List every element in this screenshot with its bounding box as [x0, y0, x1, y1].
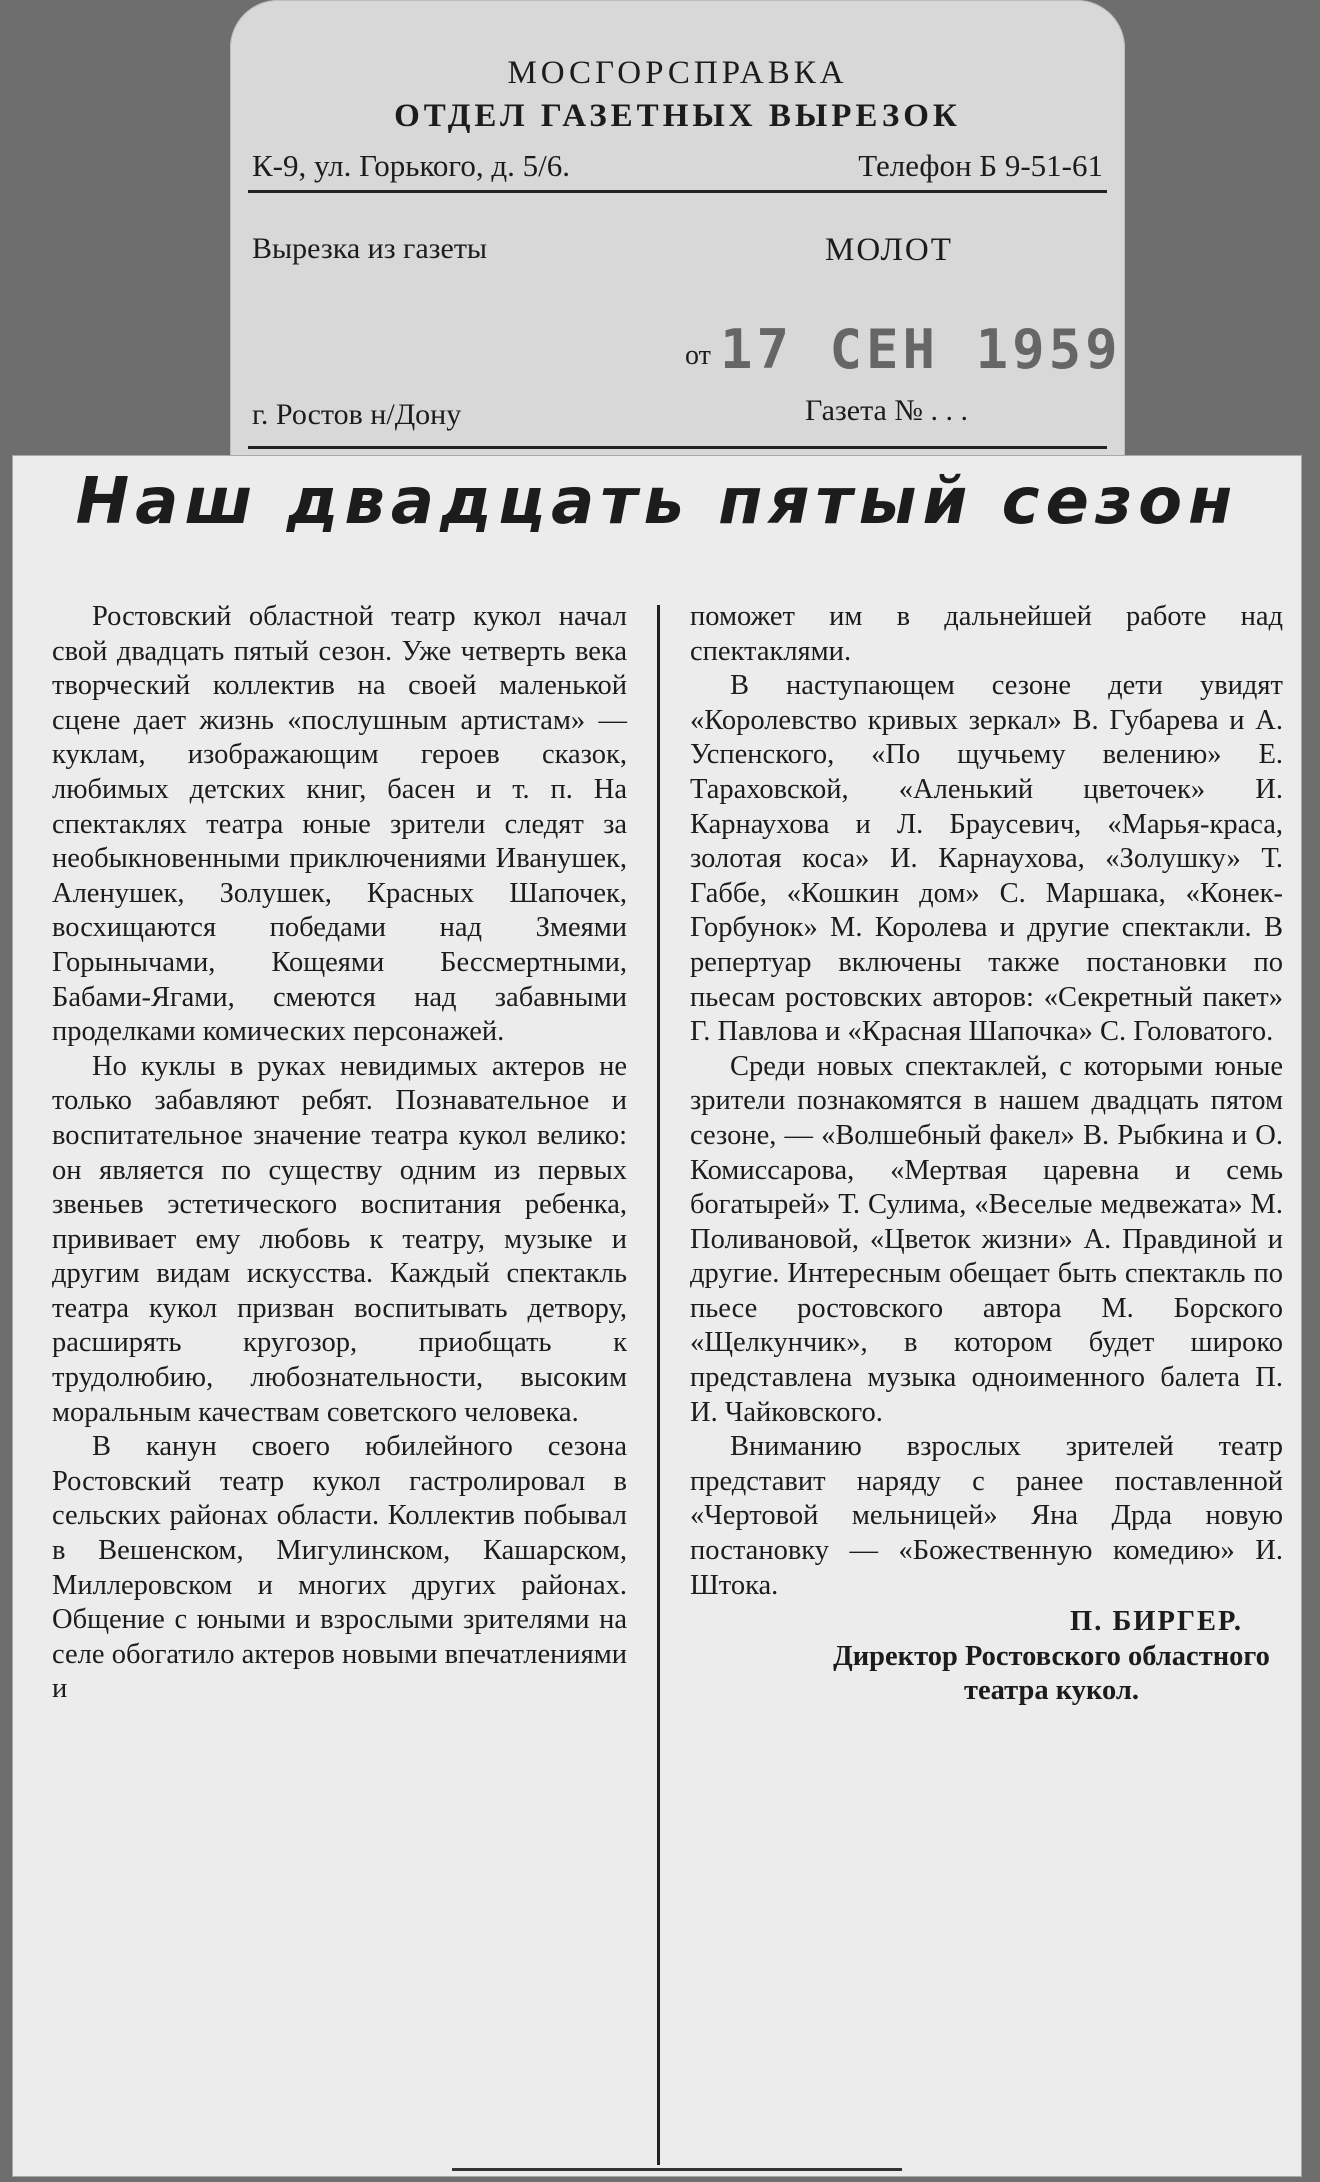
city-label: г. Ростов н/Дону: [252, 398, 462, 431]
newspaper-name: МОЛОТ: [825, 232, 953, 268]
article-headline: Наш двадцать пятый сезон: [75, 465, 1239, 539]
paragraph: Ростовский областной театр кукол начал свой двадцать пятый сезон. Уже четверть века творческий коллектив на своей маленькой сцене дает жизнь «послушным артистам» — куклам, изображающим героев сказок, любимых детских книг, басен и т. п. На спектаклях театра юные зрители следят за необыкновенными приключениями Иванушек, Аленушек, Золушек, Красных Шапочек, восхищаются победами над Змеями Горынычами, Кощеями Бессмертными, Бабами-Ягами, смеются над забавными проделками комических персонажей.: [52, 601, 627, 1048]
clip-from-label: Вырезка из газеты: [252, 232, 488, 265]
department-name: ОТДЕЛ ГАЗЕТНЫХ ВЫРЕЗОК: [394, 98, 961, 134]
agency-address: К-9, ул. Горького, д. 5/6.: [252, 148, 571, 183]
author-title: Директор Ростовского областного театра кукол.: [833, 1640, 1270, 1707]
clipping-service-label: [230, 0, 1125, 470]
agency-name: МОСГОРСПРАВКА: [507, 55, 848, 91]
article-column-left: [52, 600, 627, 1707]
label-divider-top: [248, 190, 1107, 193]
paragraph-continuation: поможет им в дальнейшей работе над спектаклями.: [690, 601, 1283, 667]
paragraph: Вниманию взрослых зрителей театр представит наряду с ранее поставленной «Чертовой мельницей» Яна Дрда новую постановку — «Божественную комедию» И. Штока.: [690, 1431, 1283, 1601]
newspaper-clipping: [12, 455, 1302, 2177]
gazette-number: Газета № . . .: [805, 394, 968, 427]
column-divider: [657, 605, 660, 2165]
agency-phone: Телефон Б 9-51-61: [858, 148, 1103, 183]
paragraph: Но куклы в руках невидимых актеров не только забавляют ребят. Познавательное и воспитательное значение театра кукол велико: он является по существу одним из первых звеньев эстетического воспитания ребенка, прививает ему любовь к театру, музыке и другим видам искусства. Каждый спектакль театра кукол призван воспитывать детвору, расширять кругозор, приобщать к трудолюбию, любознательности, высоким моральным качествам советского человека.: [52, 1050, 627, 1428]
label-divider-bottom: [248, 446, 1107, 449]
article-column-right: [690, 600, 1283, 1709]
date-prefix: от: [685, 340, 711, 371]
date-stamp: 17 СЕН 1959: [720, 318, 1122, 381]
paragraph: В наступающем сезоне дети увидят «Королевство кривых зеркал» В. Губарева и А. Успенского, «По щучьему велению» Е. Тараховской, «Аленький цветочек» И. Карнаухова и Л. Браусевич, «Марья-краса, золотая коса» И. Карнаухова, «Золушку» Т. Габбе, «Кошкин дом» С. Маршака, «Конек-Горбунок» М. Королева и другие спектакли. В репертуар включены также постановки по пьесам ростовских авторов: «Секретный пакет» Г. Павлова и «Красная Шапочка» С. Головатого.: [690, 670, 1283, 1048]
paragraph: В канун своего юбилейного сезона Ростовский театр кукол гастролировал в сельских районах области. Коллектив побывал в Вешенском, Мигулинском, Кашарском, Миллеровском и многих других районах. Общение с юными и взрослыми зрителями на селе обогатило актеров новыми впечатлениями и: [52, 1431, 627, 1705]
paragraph: Среди новых спектаклей, с которыми юные зрители познакомятся в нашем двадцать пятом сезоне, — «Волшебный факел» В. Рыбкина и О. Комиссарова, «Мертвая царевна и семь богатырей» Т. Сулима, «Веселые медвежата» М. Поливановой, «Цветок жизни» А. Правдиной и другие. Интересным обещает быть спектакль по пьесе ростовского автора М. Борского «Щелкунчик», в котором будет широко представлена музыка одноименного балета П. И. Чайковского.: [690, 1050, 1283, 1428]
bottom-rule: [452, 2168, 902, 2171]
author-name: П. БИРГЕР.: [1070, 1606, 1243, 1638]
